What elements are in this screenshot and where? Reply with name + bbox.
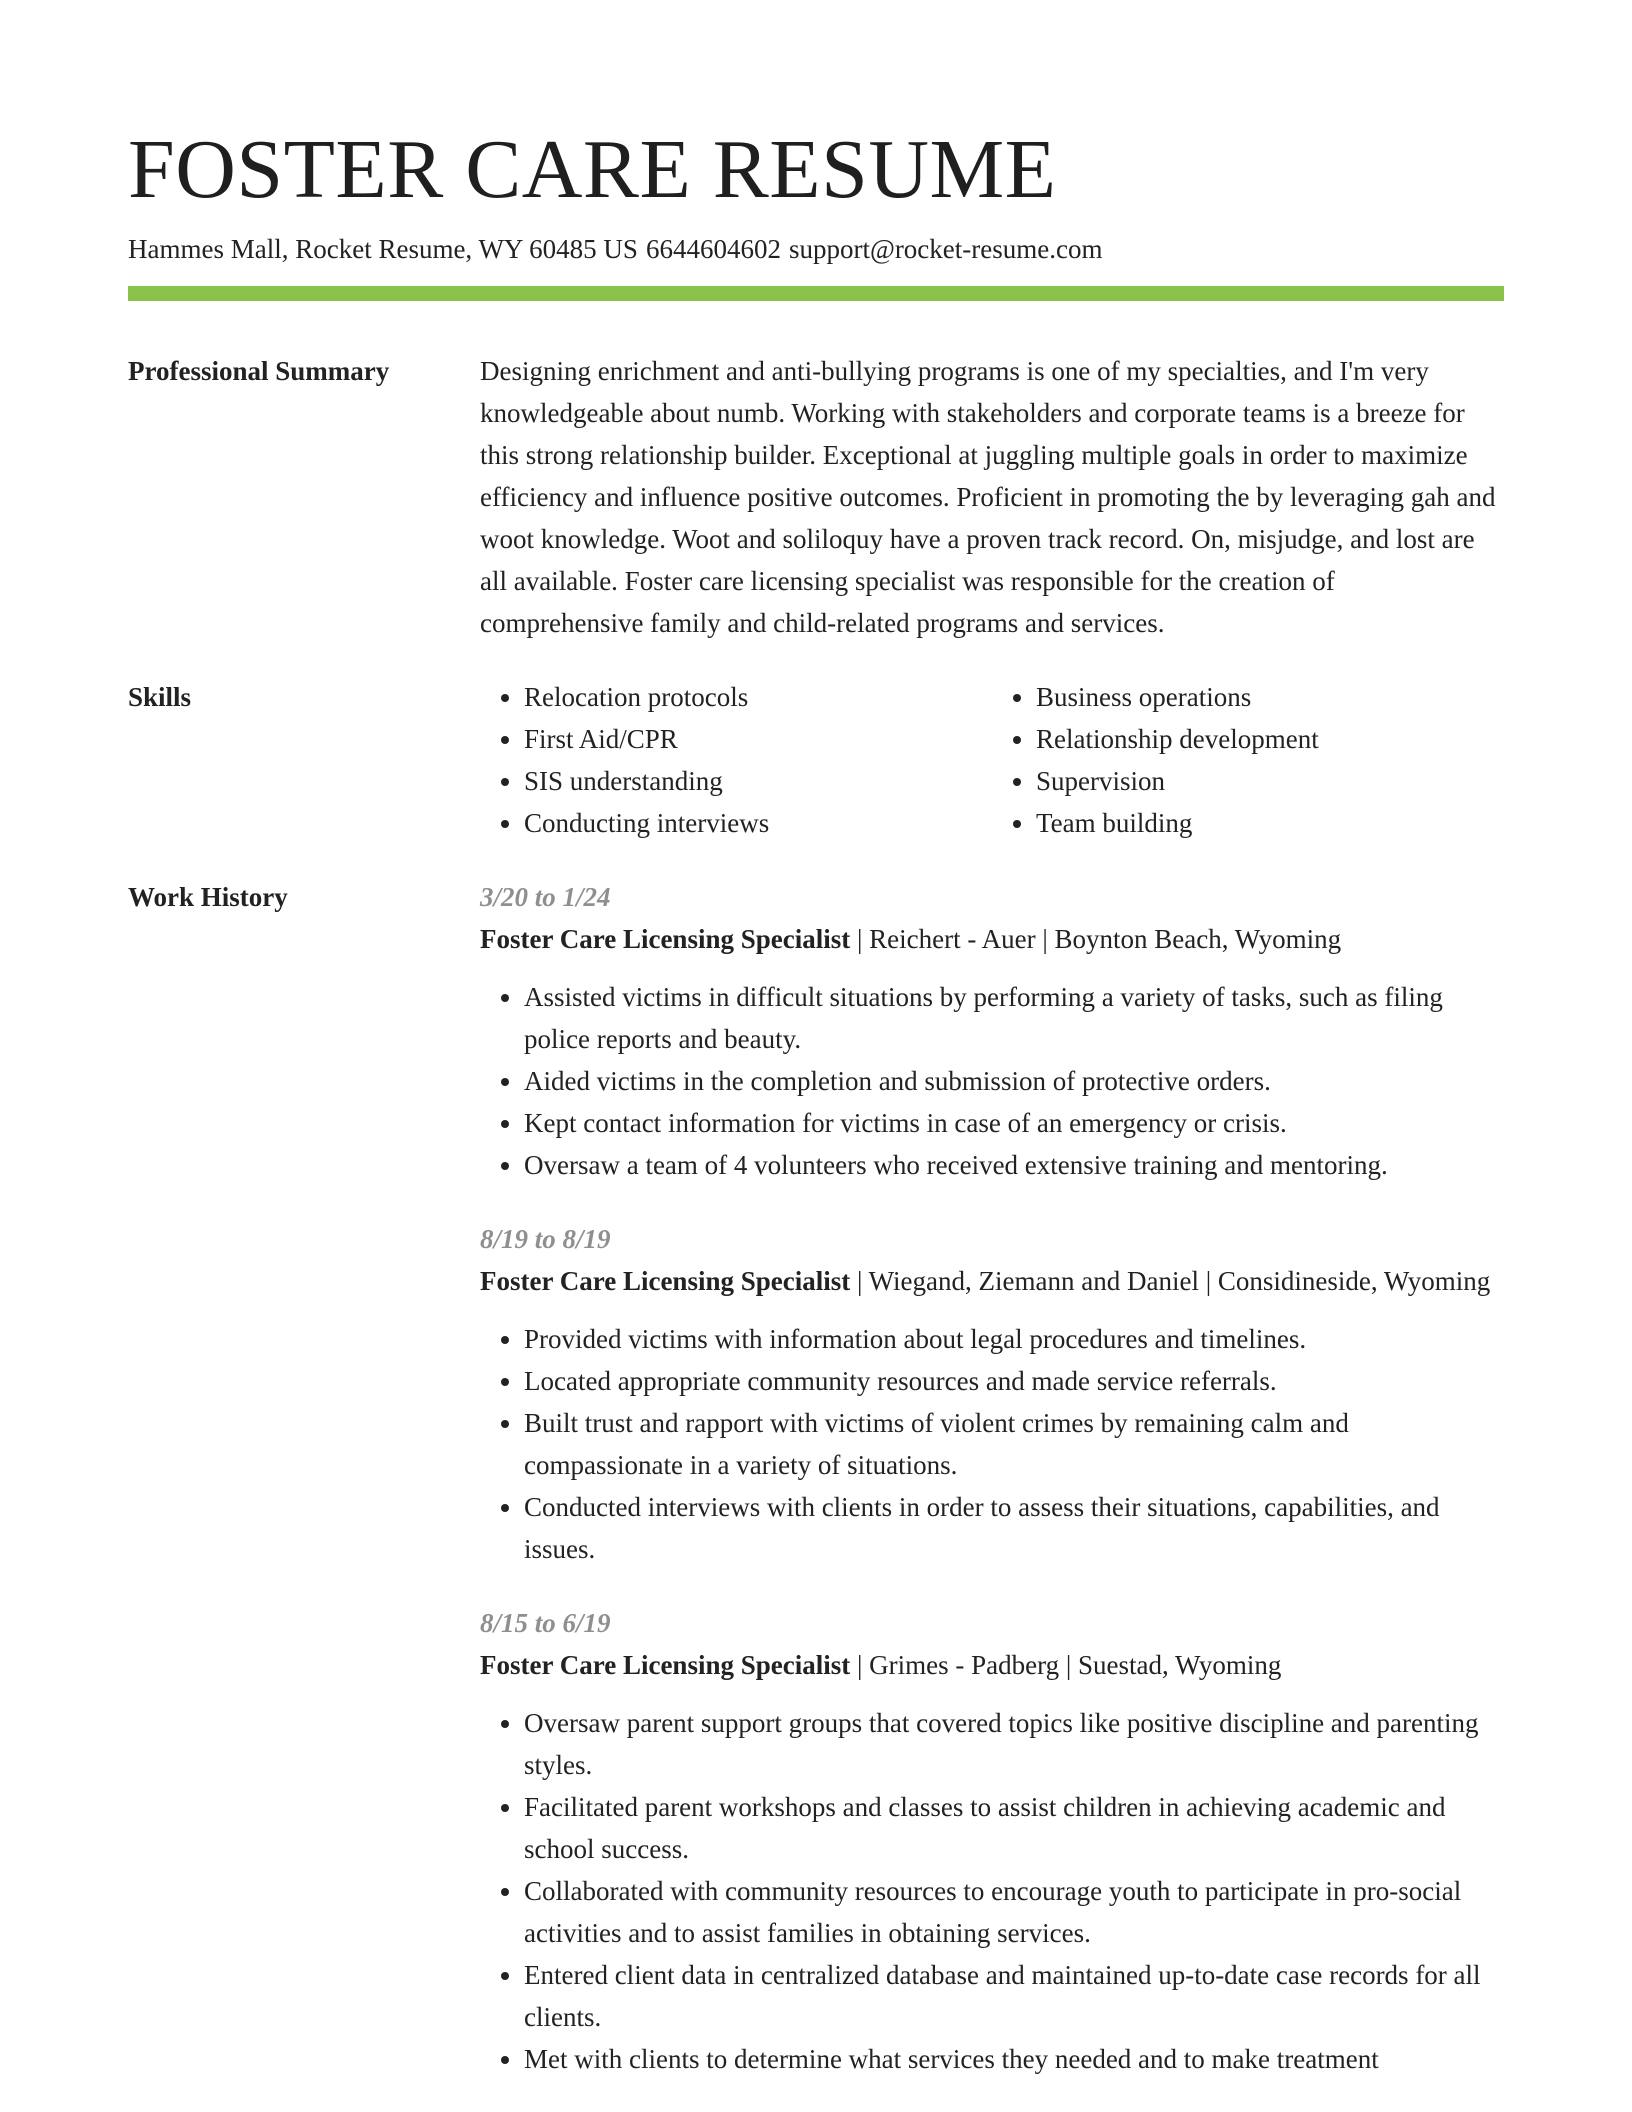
- skill-item: • Relocation protocols: [524, 676, 992, 718]
- summary-text: Designing enrichment and anti-bullying programs is one of my specialties, and I'm very knowledgeable about numb. Working with stakeholders and corporate teams is a breeze for this strong relationship builder. Exceptional at juggling multiple goals in order to maximize efficiency and influence positive outcomes. Proficient in promoting the by leveraging gah and woot knowledge. Woot and soliloquy have a proven track record. On, misjudge, and lost are all available. Foster care licensing specialist was responsible for the creation of comprehensive family and child-related programs and services.: [480, 356, 1496, 638]
- section-title: Skills: [128, 682, 192, 712]
- contact-line: [128, 232, 1110, 266]
- skill-item: • Team building: [1036, 802, 1504, 844]
- job-bullet: • Assisted victims in difficult situations by performing a variety of tasks, such as filing police reports and beauty.: [524, 976, 1504, 1060]
- section-skills: [128, 676, 1504, 844]
- skill-item: • Supervision: [1036, 760, 1504, 802]
- job-details: | Wiegand, Ziemann and Daniel | Considineside, Wyoming: [850, 1266, 1491, 1296]
- job-dates: 8/19 to 8/19: [480, 1224, 611, 1254]
- skill-item: • SIS understanding: [524, 760, 992, 802]
- job-heading: [480, 1260, 1504, 1302]
- header-divider: [128, 286, 1504, 301]
- contact-phone: 6644604602: [645, 234, 781, 264]
- job-bullet: • Oversaw parent support groups that covered topics like positive discipline and parenting styles.: [524, 1702, 1504, 1786]
- job-bullet: • Kept contact information for victims in case of an emergency or crisis.: [524, 1102, 1504, 1144]
- job-bullet: • Oversaw a team of 4 volunteers who received extensive training and mentoring.: [524, 1144, 1504, 1186]
- job-heading: [480, 918, 1504, 960]
- job-title: Foster Care Licensing Specialist: [480, 1650, 851, 1680]
- job-title: Foster Care Licensing Specialist: [480, 1266, 851, 1296]
- skill-item: • Relationship development: [1036, 718, 1504, 760]
- job-dates: 3/20 to 1/24: [480, 882, 611, 912]
- skill-item: • First Aid/CPR: [524, 718, 992, 760]
- job-details: | Reichert - Auer | Boynton Beach, Wyoming: [850, 924, 1342, 954]
- contact-email: support@rocket-resume.com: [788, 234, 1103, 264]
- job-title: Foster Care Licensing Specialist: [480, 924, 851, 954]
- job-dates: 8/15 to 6/19: [480, 1608, 611, 1638]
- job-bullet: • Facilitated parent workshops and classes to assist children in achieving academic and school success.: [524, 1786, 1504, 1870]
- job-entry: [480, 1218, 1504, 1570]
- section-title: Work History: [128, 882, 288, 912]
- resume-content: [128, 350, 1504, 2112]
- job-details: | Grimes - Padberg | Suestad, Wyoming: [850, 1650, 1282, 1680]
- job-bullet: • Conducted interviews with clients in order to assess their situations, capabilities, and issues.: [524, 1486, 1504, 1570]
- job-bullet: • Built trust and rapport with victims of violent crimes by remaining calm and compassionate in a variety of situations.: [524, 1402, 1504, 1486]
- skill-item: • Conducting interviews: [524, 802, 992, 844]
- section-body: [480, 350, 1504, 644]
- job-heading: [480, 1644, 1504, 1686]
- job-entry: [480, 876, 1504, 1186]
- job-bullet: • Collaborated with community resources to encourage youth to participate in pro-social activities and to assist families in obtaining services.: [524, 1870, 1504, 1954]
- section-body: [480, 876, 1504, 2112]
- job-bullet: • Entered client data in centralized database and maintained up-to-date case records for all clients.: [524, 1954, 1504, 2038]
- job-bullet: • Met with clients to determine what services they needed and to make treatment: [524, 2038, 1504, 2080]
- job-bullet: • Provided victims with information about legal procedures and timelines.: [524, 1318, 1504, 1360]
- contact-address: Hammes Mall, Rocket Resume, WY 60485 US: [128, 234, 638, 264]
- skills-columns: [480, 676, 1504, 844]
- job-bullets: [480, 1702, 1504, 2080]
- resume-title: FOSTER CARE RESUME: [128, 123, 1057, 216]
- job-bullets: [480, 1318, 1504, 1570]
- skill-item: • Business operations: [1036, 676, 1504, 718]
- section-work-history: [128, 876, 1504, 2112]
- job-entry: [480, 1602, 1504, 2080]
- job-bullet: • Aided victims in the completion and submission of protective orders.: [524, 1060, 1504, 1102]
- job-bullet: • Located appropriate community resources and made service referrals.: [524, 1360, 1504, 1402]
- section-professional-summary: [128, 350, 1504, 644]
- skills-column-right: [992, 676, 1504, 844]
- job-bullets: [480, 976, 1504, 1186]
- skills-column-left: [480, 676, 992, 844]
- section-title: Professional Summary: [128, 356, 390, 386]
